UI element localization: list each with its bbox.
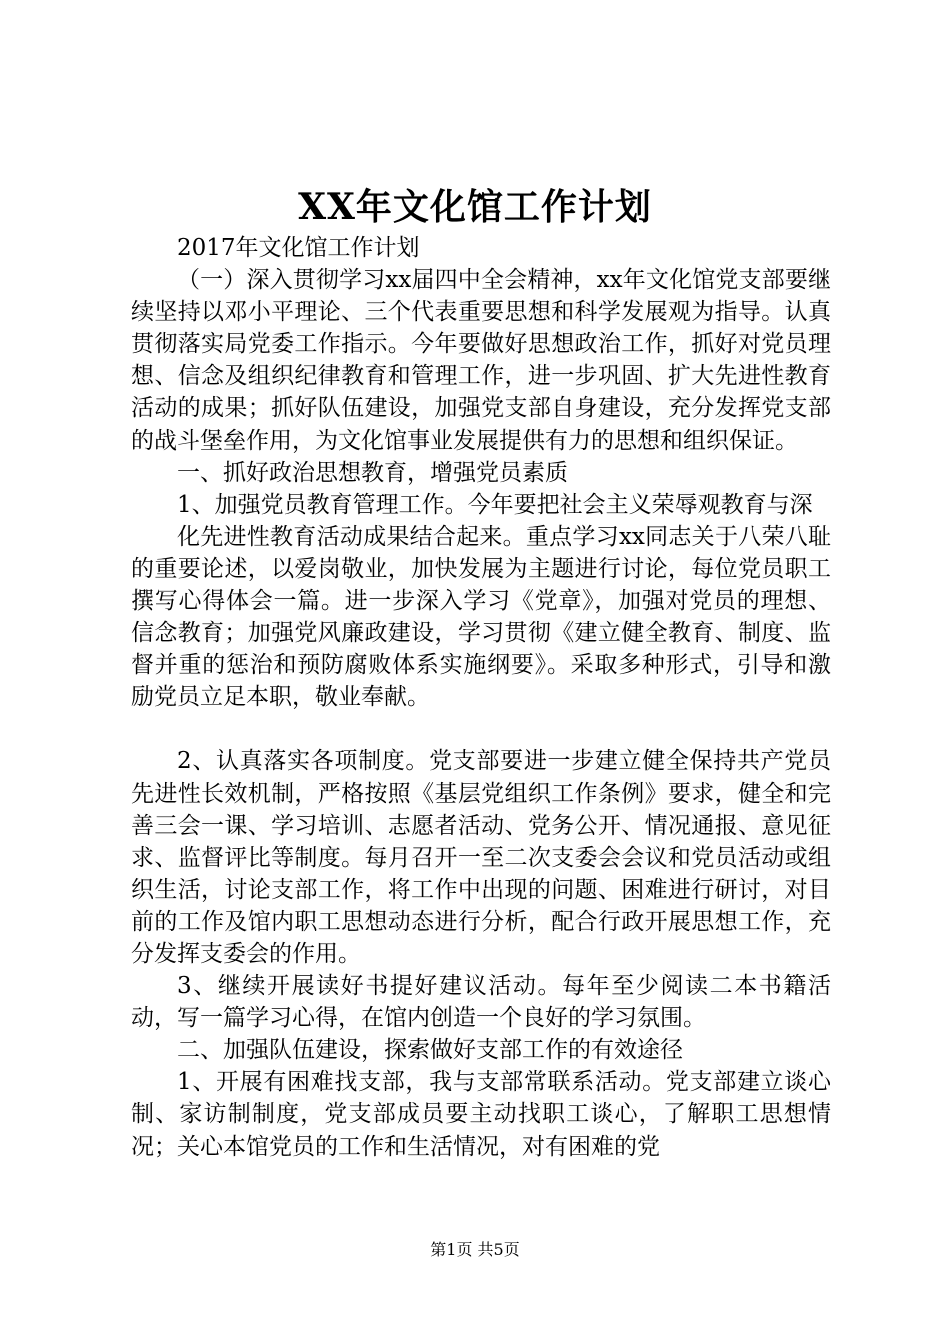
page-footer: 第1页 共5页	[430, 1240, 520, 1259]
paragraph-item-1-1-cont: 化先进性教育活动成果结合起来。重点学习xx同志关于八荣八耻的重要论述，以爱岗敬业，加快发展为主题进行讨论，每位党员职工撰写心得体会一篇。进一步深入学习《党章》，加强对党员的理想、信念教育；加强党风廉政建设，学习贯彻《建立健全教育、制度、监督并重的惩治和预防腐败体系实施纲要》。采取多种形式，引导和激励党员立足本职，敬业奉献。	[131, 523, 831, 711]
document-body	[131, 232, 831, 1163]
paragraph-item-2-1: 1、开展有困难找支部，我与支部常联系活动。党支部建立谈心制、家访制制度，党支部成员要主动找职工谈心，了解职工思想情况；关心本馆党员的工作和生活情况，对有困难的党	[131, 1069, 831, 1160]
paragraph-intro: （一）深入贯彻学习xx届四中全会精神，xx年文化馆党支部要继续坚持以邓小平理论、三个代表重要思想和科学发展观为指导。认真贯彻落实局党委工作指示。今年要做好思想政治工作，抓好对党员理想、信念及组织纪律教育和管理工作，进一步巩固、扩大先进性教育活动的成果；抓好队伍建设，加强党支部自身建设，充分发挥党支部的战斗堡垒作用，为文化馆事业发展提供有力的思想和组织保证。	[131, 267, 831, 454]
paragraph-subtitle: 2017年文化馆工作计划	[177, 235, 420, 261]
paragraph-item-1-1-start: 1、加强党员教育管理工作。今年要把社会主义荣辱观教育与深	[177, 491, 813, 518]
paragraph-gap	[131, 713, 831, 745]
paragraph-item-1-3: 3、继续开展读好书提好建议活动。每年至少阅读二本书籍活动，写一篇学习心得，在馆内创造一个良好的学习氛围。	[131, 973, 831, 1032]
heading-section-2: 二、加强队伍建设，探索做好支部工作的有效途径	[177, 1037, 683, 1064]
paragraph-item-1-2: 2、认真落实各项制度。党支部要进一步建立健全保持共产党员先进性长效机制，严格按照《基层党组织工作条例》要求，健全和完善三会一课、学习培训、志愿者活动、党务公开、情况通报、意见征求、监督评比等制度。每月召开一至二次支委会会议和党员活动或组织生活，讨论支部工作，将工作中出现的问题、困难进行研讨，对目前的工作及馆内职工思想动态进行分析，配合行政开展思想工作，充分发挥支委会的作用。	[131, 748, 831, 967]
heading-section-1: 一、抓好政治思想教育，增强党员素质	[177, 459, 568, 486]
document-title: XX年文化馆工作计划	[298, 186, 652, 228]
